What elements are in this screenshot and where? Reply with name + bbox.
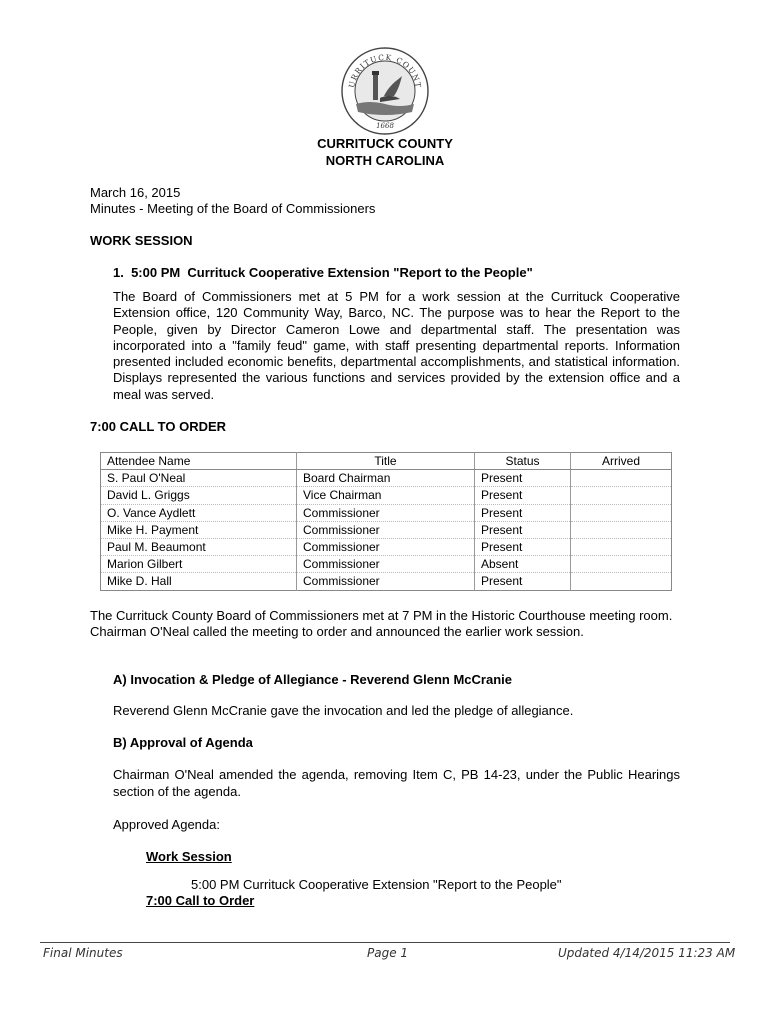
attendee-name: Marion Gilbert [101, 556, 297, 573]
attendee-arrived [571, 470, 672, 487]
attendee-name: S. Paul O'Neal [101, 470, 297, 487]
attendee-name: O. Vance Aydlett [101, 504, 297, 521]
footer-divider [40, 942, 730, 943]
work-session-heading: WORK SESSION [90, 233, 193, 248]
col-arrived: Arrived [571, 453, 672, 470]
col-title: Title [297, 453, 475, 470]
attendee-name: Mike D. Hall [101, 573, 297, 590]
col-status: Status [475, 453, 571, 470]
attendee-status: Absent [475, 556, 571, 573]
attendee-status: Present [475, 573, 571, 590]
attendee-name: Mike H. Payment [101, 521, 297, 538]
table-row [101, 538, 672, 555]
document-title: Minutes - Meeting of the Board of Commissioners [90, 201, 376, 216]
attendee-title: Board Chairman [297, 470, 475, 487]
footer-updated: Updated 4/14/2015 11:23 AM [558, 946, 736, 960]
attendee-title: Vice Chairman [297, 487, 475, 504]
call-to-order-heading: 7:00 CALL TO ORDER [90, 419, 227, 434]
attendee-name: David L. Griggs [101, 487, 297, 504]
item-b-heading: B) Approval of Agenda [113, 735, 253, 750]
attendee-arrived [571, 487, 672, 504]
attendee-arrived [571, 573, 672, 590]
attendee-name: Paul M. Beaumont [101, 538, 297, 555]
approved-agenda-label: Approved Agenda: [113, 817, 220, 832]
agenda-work-session-item: 5:00 PM Currituck Cooperative Extension "Report to the People" [191, 877, 562, 892]
table-row [101, 573, 672, 590]
attendance-table [100, 452, 672, 591]
attendee-title: Commissioner [297, 556, 475, 573]
attendee-arrived [571, 504, 672, 521]
table-row [101, 521, 672, 538]
attendee-status: Present [475, 470, 571, 487]
county-seal [340, 46, 430, 136]
agenda-call-to-order: 7:00 Call to Order [146, 893, 255, 908]
footer-page-number: Page 1 [367, 946, 409, 960]
agenda-work-session: Work Session [146, 849, 232, 864]
county-name: CURRITUCK COUNTY [317, 136, 453, 151]
state-name: NORTH CAROLINA [325, 153, 445, 168]
col-attendee-name: Attendee Name [101, 453, 297, 470]
attendee-title: Commissioner [297, 538, 475, 555]
call-to-order-body: The Currituck County Board of Commissioners met at 7 PM in the Historic Courthouse meeting room. Chairman O'Neal called the meeting to order and announced the earlier work session. [90, 608, 673, 640]
table-row [101, 487, 672, 504]
attendee-arrived [571, 556, 672, 573]
work-session-item: 1. 5:00 PM Currituck Cooperative Extension "Report to the People" [113, 265, 533, 280]
attendee-title: Commissioner [297, 521, 475, 538]
seal-icon [340, 46, 430, 136]
seal-year: 1668 [376, 122, 394, 130]
seal-ring-text: URRITUCK COUNT [347, 52, 423, 90]
item-a-heading: A) Invocation & Pledge of Allegiance - Reverend Glenn McCranie [113, 672, 512, 687]
attendee-title: Commissioner [297, 573, 475, 590]
attendee-arrived [571, 538, 672, 555]
table-row [101, 556, 672, 573]
footer-left: Final Minutes [43, 946, 123, 960]
table-row [101, 470, 672, 487]
item-a-body: Reverend Glenn McCranie gave the invocation and led the pledge of allegiance. [113, 703, 574, 718]
attendee-status: Present [475, 487, 571, 504]
attendee-title: Commissioner [297, 504, 475, 521]
attendee-status: Present [475, 504, 571, 521]
attendee-status: Present [475, 521, 571, 538]
work-session-body: The Board of Commissioners met at 5 PM for a work session at the Currituck Cooperative Extension office, 120 Community Way, Barco, NC. The purpose was to hear the Report to the People, given by Director Cameron Lowe and departmental staff. The presentation was incorporated into a "family feud" game, with staff presenting departmental reports. Information presented included economic benefits, departmental accomplishments, and statistical information. Displays represented the various functions and services provided by the extension office and a meal was served. [113, 289, 680, 402]
item-b-body: Chairman O'Neal amended the agenda, removing Item C, PB 14-23, under the Public Hearings section of the agenda. [113, 767, 680, 799]
attendee-status: Present [475, 538, 571, 555]
table-row [101, 504, 672, 521]
meeting-date: March 16, 2015 [90, 185, 181, 200]
attendee-arrived [571, 521, 672, 538]
table-header-row [101, 453, 672, 470]
